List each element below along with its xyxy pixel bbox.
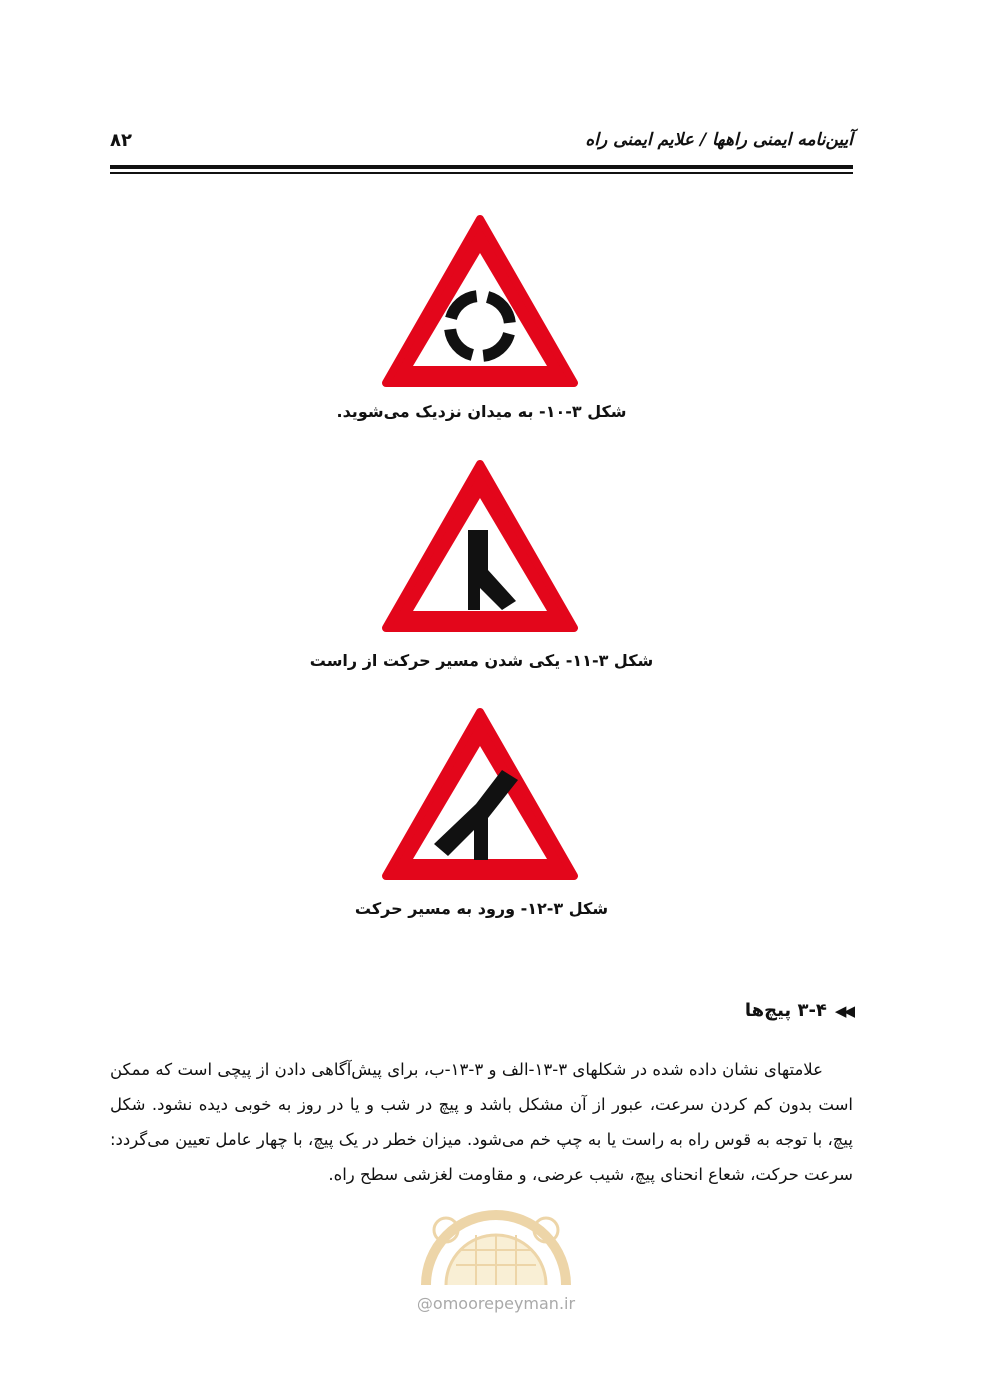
section-heading (745, 1000, 852, 1021)
section-heading-text: ۳-۴ پیچ‌ها (744, 1000, 827, 1021)
figure-caption-3-12: شکل ۳-۱۲- ورود به مسیر حرکت (354, 899, 609, 918)
figure-caption-3-11: شکل ۳-۱۱- یکی شدن مسیر حرکت از راست (309, 651, 654, 670)
figure-caption-3-10: شکل ۳-۱۰- به میدان نزدیک می‌شوید. (336, 402, 627, 421)
side-road-entry-sign-icon (380, 706, 580, 884)
header-rule-thick (110, 165, 853, 169)
page-number: ۸۲ (110, 130, 132, 151)
watermark-site: @omoorepeyman.ir (416, 1294, 576, 1313)
section-paragraph: علامتهای نشان داده شده در شکلهای ۳-۱۳-الف و ۳-۱۳-ب، برای پیش‌آگاهی دادن از پیچی است که ممکن است بدون کم کردن سرعت، عبور از آن مشکل باشد و پیچ در شب و یا در روز به خوبی دیده نشود. شکل پیچ، با توجه به قوس راه به راست یا به چپ خم می‌شود. میزان خطر در یک پیچ، با چهار عامل تعیین می‌گردد: سرعت حرکت، شعاع انحنای پیچ، شیب عرضی، و مقاومت لغزشی سطح راه. (110, 1060, 853, 1184)
header-title: آیین‌نامه ایمنی راهها / علایم ایمنی راه (585, 130, 853, 150)
seal-logo-icon (406, 1175, 586, 1285)
roundabout-sign-icon (380, 213, 580, 391)
header-rule-thin (110, 172, 853, 174)
merge-from-right-sign-icon (380, 458, 580, 636)
page-header (110, 124, 853, 158)
double-chevron-icon: ◀◀ (834, 1001, 852, 1020)
